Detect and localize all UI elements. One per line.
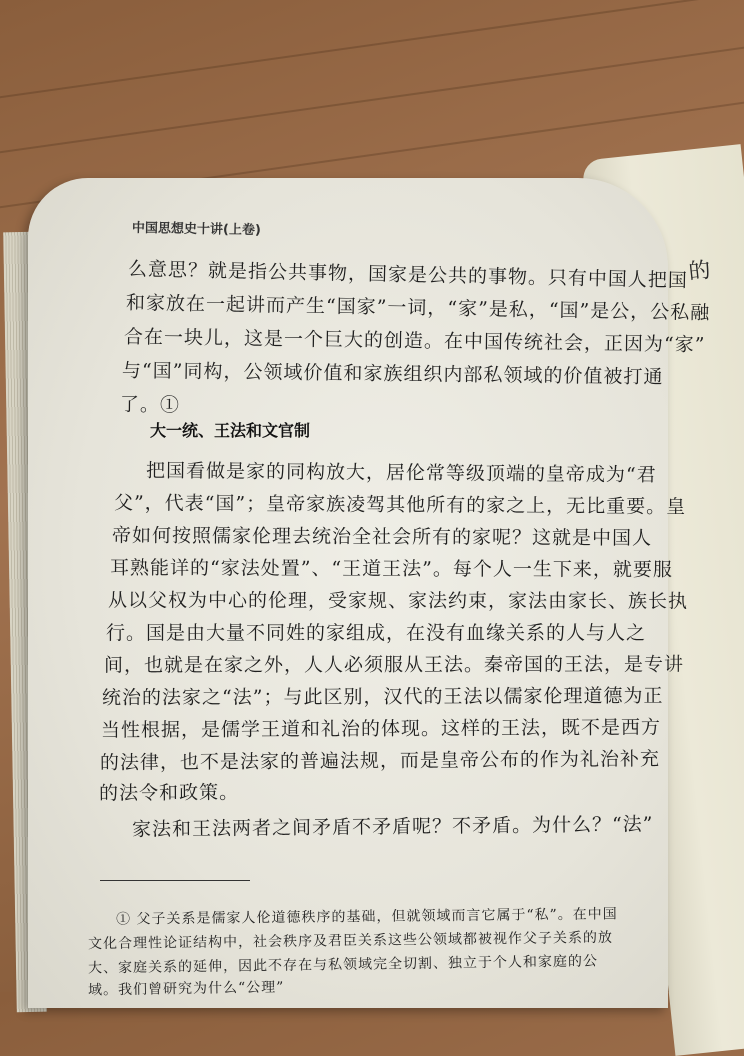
body-line: 行。国是由大量不同姓的家组成，在没有血缘关系的人与人之 <box>106 622 647 644</box>
footnote-line: 域。我们曾研究为什么“公理” <box>87 979 285 999</box>
body-line: 耳熟能详的“家法处置”、“王道王法”。每个人一生下来，就要服 <box>109 557 673 581</box>
section-heading: 大一统、王法和文官制 <box>150 421 311 440</box>
body-line: 家法和王法两者之间矛盾不矛盾呢？不矛盾。为什么？“法” <box>131 813 654 841</box>
footnote-line: ① 父子关系是儒家人伦道德秩序的基础，但就领域而言它属于“私”。在中国 <box>115 906 618 928</box>
body-line: 么意思？就是指公共事物，国家是公共的事物。只有中国人把国 <box>127 258 689 292</box>
body-line: 的法律，也不是法家的普遍法规，而是皇帝公布的作为礼治补充 <box>99 748 661 774</box>
body-line: 合在一块儿，这是一个巨大的创造。在中国传统社会，正因为“家” <box>123 325 706 357</box>
wood-grain <box>0 0 744 105</box>
running-header: 中国思想史十讲(上卷) <box>131 220 261 239</box>
body-line: 与“国”同构，公领域价值和家族组织内部私领域的价值被打通 <box>121 359 664 389</box>
body-line: 统治的法家之“法”；与此区别，汉代的王法以儒家伦理道德为正 <box>101 685 664 709</box>
footnote-rule <box>100 880 250 881</box>
body-line: 把国看做是家的同构放大，居伦常等级顶端的皇帝成为“君 <box>145 459 657 487</box>
page-content <box>28 178 711 1008</box>
body-line: 当性根据，是儒学王道和礼治的体现。这样的王法，既不是西方 <box>100 716 662 742</box>
body-line: 了。① <box>119 393 181 417</box>
body-line: 和家放在一起讲而产生“国家”一词，“家”是私，“国”是公，公私融 <box>125 291 711 325</box>
body-line: 的法令和政策。 <box>98 781 240 805</box>
body-line: 父”，代表“国”；皇帝家族凌驾其他所有的家之上，无比重要。皇 <box>113 492 687 518</box>
wood-grain <box>0 32 744 159</box>
body-line: 从以父权为中心的伦理，受家规、家法约束，家法由家长、族长执 <box>107 589 689 613</box>
footnote-line: 大、家庭关系的延伸，因此不存在与私领域完全切割、独立于个人和家庭的公 <box>87 953 599 977</box>
right-page-text: 的 <box>687 257 712 286</box>
body-line: 帝如何按照儒家伦理去统治全社会所有的家呢？这就是中国人 <box>111 524 653 550</box>
book-page <box>28 178 711 1008</box>
footnote-line: 文化合理性论证结构中，社会秩序及君臣关系这些公领域都被视作父子关系的放 <box>87 929 614 953</box>
body-line: 间，也就是在家之外，人人必须服从王法。秦帝国的王法，是专讲 <box>103 653 685 677</box>
